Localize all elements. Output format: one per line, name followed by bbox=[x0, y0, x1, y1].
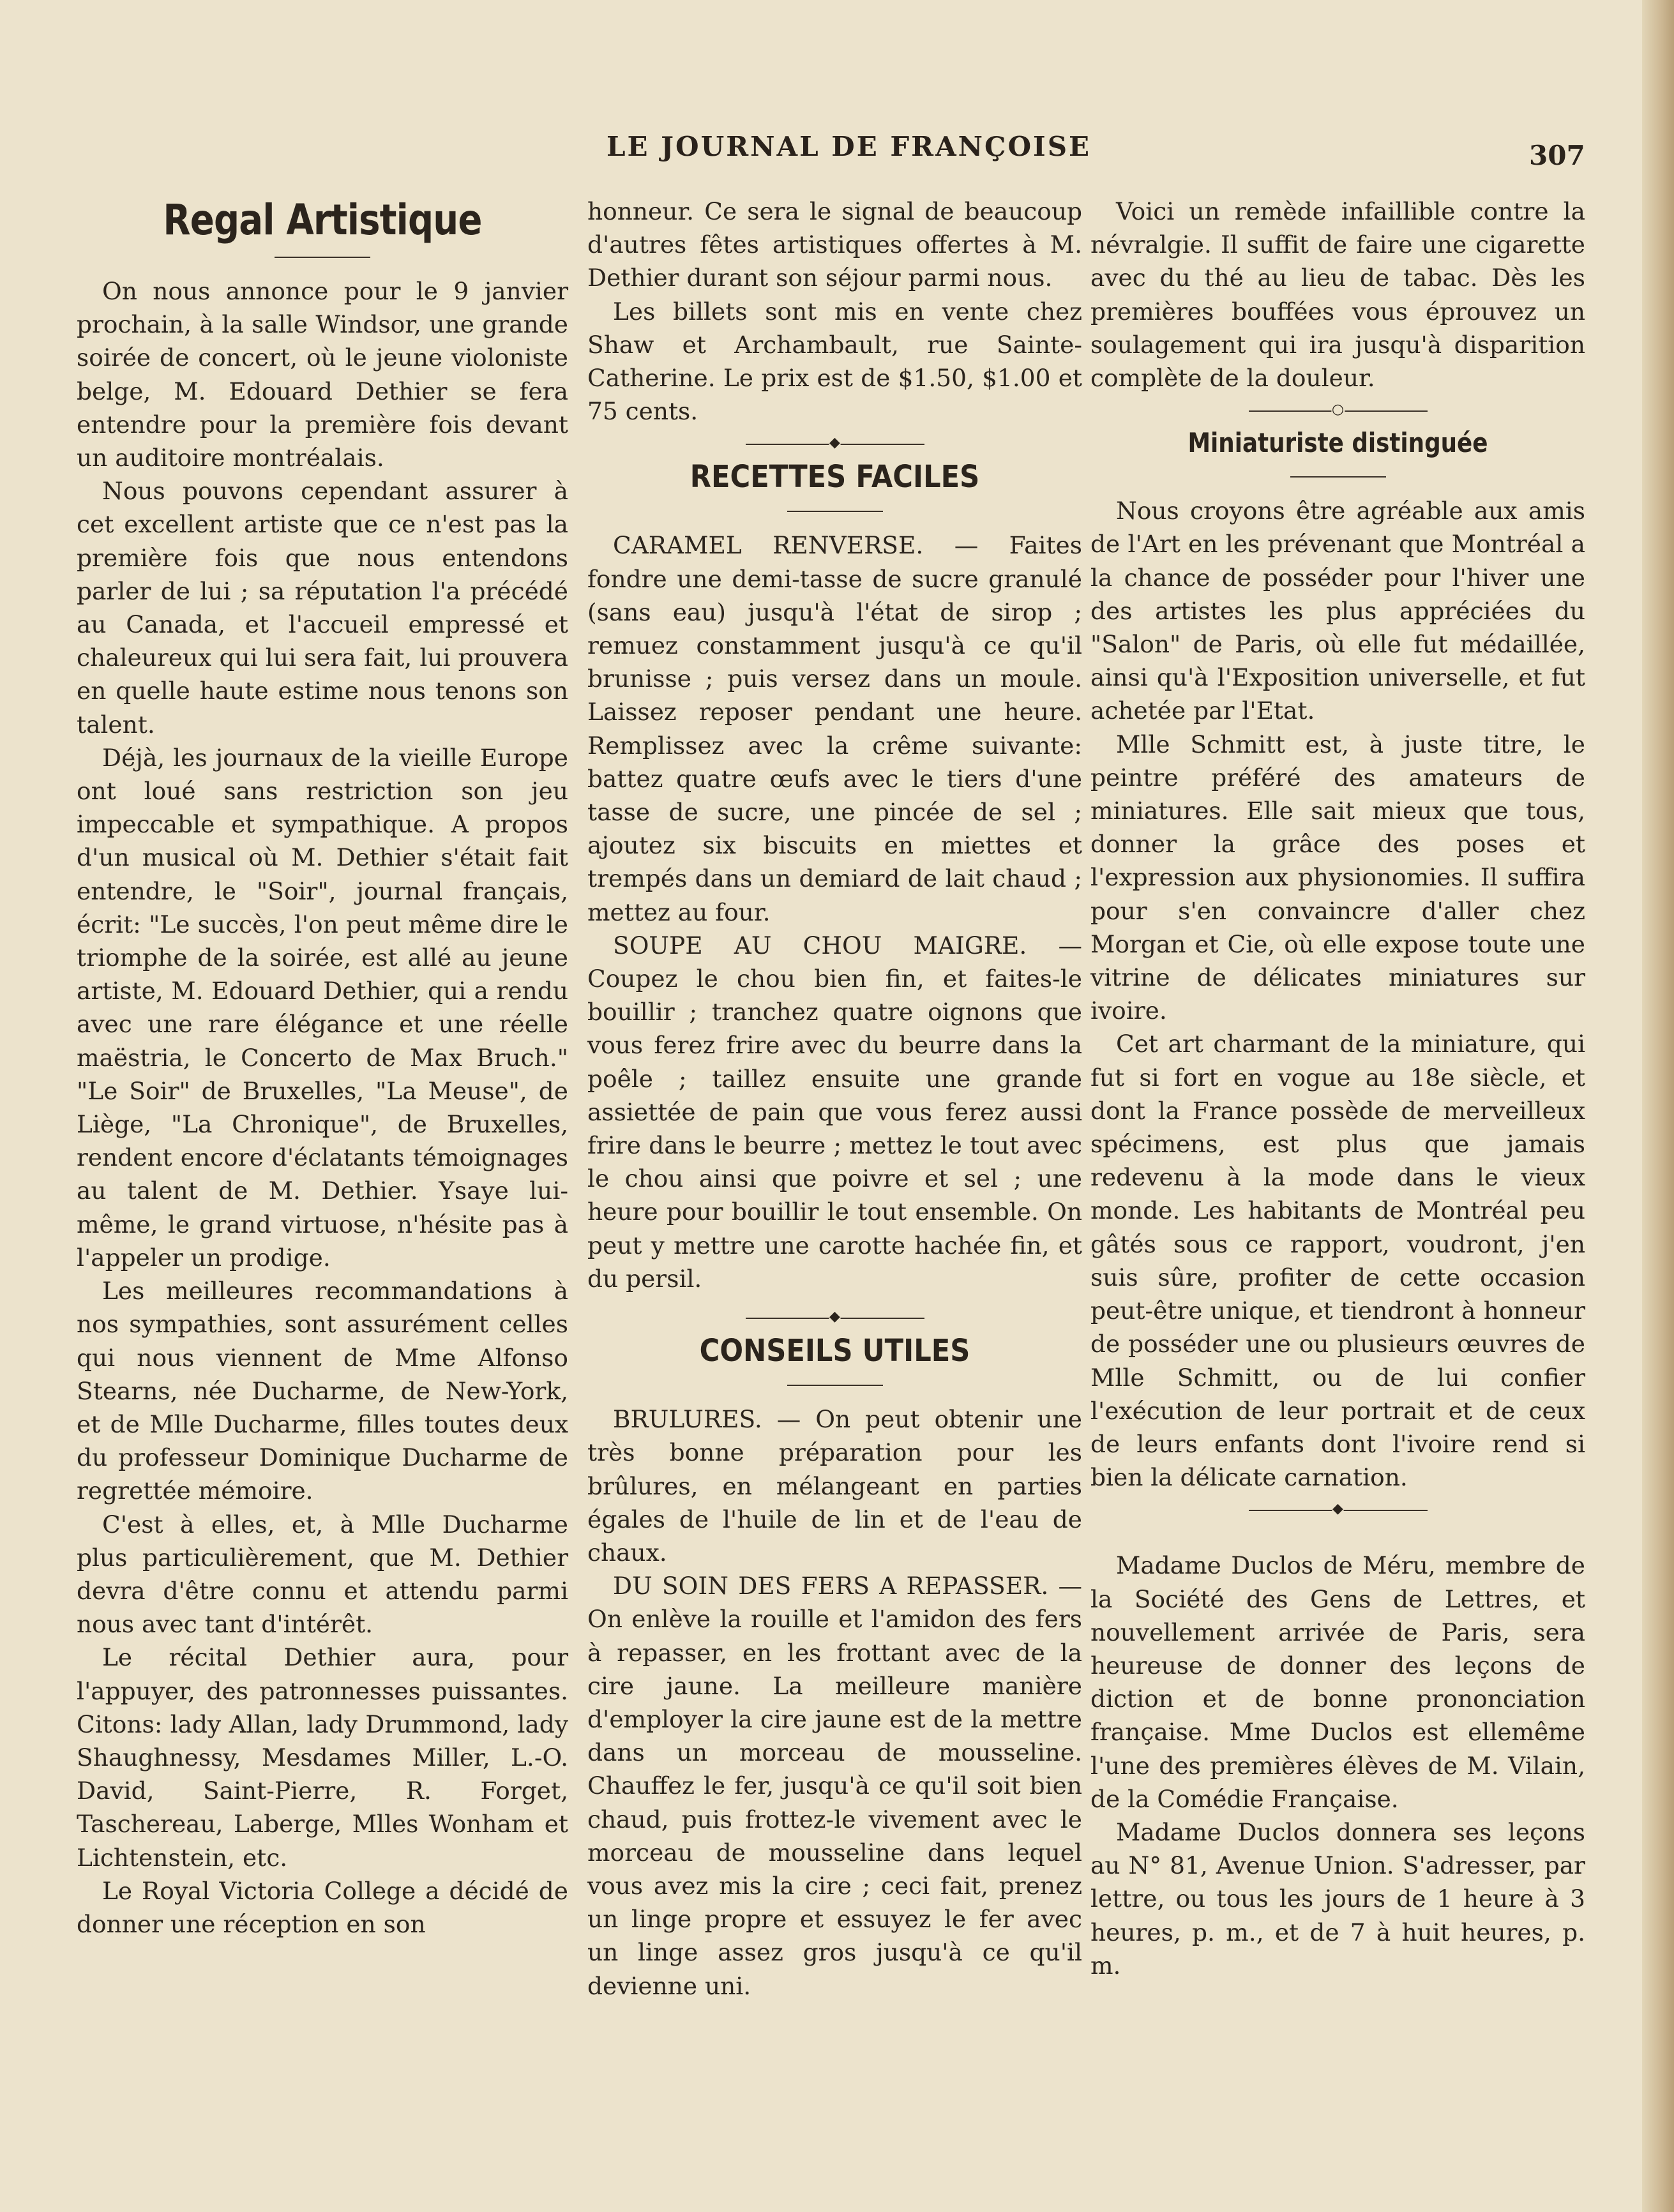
section-title-recettes: RECETTES FACILES bbox=[690, 459, 980, 495]
section-title-conseils: CONSEILS UTILES bbox=[699, 1333, 970, 1369]
paragraph: C'est à elles, et, à Mlle Ducharme plus particulièrement, que M. Dethier devra d'être connu et attendu parmi nous avec tant d'intérêt. bbox=[77, 1510, 568, 1639]
title-rule bbox=[787, 1385, 883, 1386]
recipe-paragraph: SOUPE AU CHOU MAIGRE. — Coupez le chou bien fin, et faites-le bouillir ; tranchez quatre oignons que vous ferez frire avec du beurre dans la poêle ; taillez ensuite une grande assiettée de pain que vous ferez aussi frire dans le beurre ; mettez le tout avec le chou ainsi que poivre et sel ; une heure pour bouillir le tout ensemble. On peut y mettre une carotte hachée fin, et du persil. bbox=[587, 931, 1082, 1293]
section-divider bbox=[1249, 402, 1428, 418]
paragraph: Nous pouvons cependant assurer à cet excellent artiste que ce n'est pas la première fois que nous entendons parler de lui ; sa réputation l'a précédé au Canada, et l'accueil empressé et chaleureux qui lui sera fait, lui prouvera en quelle haute estime nous tenons son talent. bbox=[77, 477, 568, 739]
diamond-ornament-icon: ◆ bbox=[1332, 1501, 1343, 1517]
section-divider bbox=[746, 435, 924, 451]
recipe-paragraph: CARAMEL RENVERSE. — Faites fondre une demi-tasse de sucre granulé (sans eau) jusqu'à l'état de sirop ; remuez constamment jusqu'à ce qu'il brunisse ; puis versez dans un moule. Laissez reposer pendant une heure. Remplissez avec la crême suivante: battez quatre œufs avec le tiers d'une tasse de sucre, une pincée de sel ; ajoutez six biscuits en miettes et trempés dans un demiard de lait chaud ; mettez au four. bbox=[587, 531, 1082, 926]
diamond-ornament-icon: ◆ bbox=[829, 435, 840, 451]
title-rule bbox=[275, 257, 370, 258]
paragraph: Le Royal Victoria College a décidé de donner une réception en son bbox=[77, 1876, 568, 1938]
article-title-regal-artistique: Regal Artistique bbox=[163, 195, 482, 245]
paragraph: Madame Duclos de Méru, membre de la Société des Gens de Lettres, et nouvellement arrivée de Paris, sera heureuse de donner des leçons de diction et de bonne prononciation française. Mme Duclos est ellemême l'une des premières élèves de M. Vilain, de la Comédie Française. bbox=[1090, 1551, 1585, 1813]
paragraph: Nous croyons être agréable aux amis de l'Art en les prévenant que Montréal a la chance de posséder pour l'hiver une des artistes les plus appréciées du "Salon" de Paris, où elle fut médaillée, ainsi qu'à l'Exposition universelle, et fut achetée par l'Etat. bbox=[1090, 497, 1585, 725]
paragraph: Madame Duclos donnera ses leçons au N° 81, Avenue Union. S'adresser, par lettre, ou tous les jours de 1 heure à 3 heures, p. m., et de 7 à huit heures, p. m. bbox=[1090, 1817, 1585, 1980]
paragraph-continued: honneur. Ce sera le signal de beaucoup d'autres fêtes artistiques offertes à M. Dethier durant son séjour parmi nous. bbox=[587, 197, 1082, 292]
title-rule bbox=[787, 511, 883, 512]
paragraph: Voici un remède infaillible contre la névralgie. Il suffit de faire une cigarette avec du thé au lieu de tabac. Dès les premières bouffées vous éprouvez un soulagement qui ira jusqu'à disparition complète de la douleur. bbox=[1090, 197, 1585, 393]
page-header bbox=[0, 131, 1674, 169]
diamond-ornament-icon: ◆ bbox=[829, 1309, 840, 1325]
paragraph: Mlle Schmitt est, à juste titre, le peintre préféré des amateurs de miniatures. Elle sait mieux que tous, donner la grâce des poses et l'expression aux physionomies. Il suffira pour s'en convaincre d'aller chez Morgan et Cie, où elle expose toute une vitrine de délicates miniatures sur ivoire. bbox=[1090, 730, 1585, 1025]
column-1 bbox=[77, 195, 568, 1941]
paragraph: Les meilleures recommandations à nos sympathies, sont assurément celles qui nous viennent de Mme Alfonso Stearns, née Ducharme, de New-York, et de Mlle Ducharme, filles toutes deux du professeur Dominique Ducharme de regrettée mémoire. bbox=[77, 1277, 568, 1505]
page-number: 307 bbox=[1529, 140, 1585, 171]
running-title: LE JOURNAL DE FRANÇOISE bbox=[607, 131, 1092, 162]
advice-paragraph: BRULURES. — On peut obtenir une très bonne préparation pour les brûlures, en mélangeant en parties égales de l'huile de lin et de l'eau de chaux. bbox=[587, 1405, 1082, 1567]
column-3 bbox=[1090, 195, 1585, 1982]
page-edge-shadow bbox=[1642, 0, 1674, 2212]
section-divider bbox=[1249, 1501, 1428, 1517]
article-title-miniaturiste: Miniaturiste distinguée bbox=[1188, 427, 1488, 459]
paragraph: On nous annonce pour le 9 janvier prochain, à la salle Windsor, une grande soirée de concert, où le jeune violoniste belge, M. Edouard Dethier se fera entendre pour la première fois devant un auditoire montréalais. bbox=[77, 277, 568, 472]
column-2 bbox=[587, 195, 1082, 2003]
section-divider bbox=[746, 1309, 924, 1325]
advice-paragraph: DU SOIN DES FERS A REPASSER. — On enlève la rouille et l'amidon des fers à repasser, en les frottant avec de la cire jaune. La meilleure manière d'employer la cire jaune est de la mettre dans un morceau de mousseline. Chauffez le fer, jusqu'à ce qu'il soit bien chaud, puis frottez-le vivement avec le morceau de mousseline dans lequel vous avez mis la cire ; ceci fait, prenez un linge propre et essuyez le fer avec un linge assez gros jusqu'à ce qu'il devienne uni. bbox=[587, 1572, 1082, 2000]
paragraph: Cet art charmant de la miniature, qui fut si fort en vogue au 18e siècle, et dont la France possède de merveilleux spécimens, est plus que jamais redevenu à la mode dans le vieux monde. Les habitants de Montréal peu gâtés sous ce rapport, voudront, j'en suis sûre, profiter de cette occasion peut-être unique, et tiendront à honneur de posséder une ou plusieurs œuvres de Mlle Schmitt, ou de lui confier l'exécution de leur portrait et de ceux de leurs enfants dont l'ivoire rend si bien la délicate carnation. bbox=[1090, 1030, 1585, 1492]
paragraph: Le récital Dethier aura, pour l'appuyer, des patronnesses puissantes. Citons: lady Allan, lady Drummond, lady Shaughnessy, Mesdames Miller, L.-O. David, Saint-Pierre, R. Forget, Taschereau, Laberge, Mlles Wonham et Lichtenstein, etc. bbox=[77, 1643, 568, 1872]
paragraph: Les billets sont mis en vente chez Shaw et Archambault, rue Sainte-Catherine. Le prix est de $1.50, $1.00 et 75 cents. bbox=[587, 297, 1082, 426]
title-rule bbox=[1290, 476, 1386, 478]
paragraph: Déjà, les journaux de la vieille Europe ont loué sans restriction son jeu impeccable et sympathique. A propos d'un musical où M. Dethier s'était fait entendre, le "Soir", journal français, écrit: "Le succès, l'on peut même dire le triomphe de la soirée, est allé au jeune artiste, M. Edouard Dethier, qui a rendu avec une rare élégance et une réelle maëstria, le Concerto de Max Bruch." "Le Soir" de Bruxelles, "La Meuse", de Liège, "La Chronique", de Bruxelles, rendent encore d'éclatants témoignages au talent de M. Dethier. Ysaye lui-même, le grand virtuose, n'hésite pas à l'appeler un prodige. bbox=[77, 743, 568, 1272]
circle-ornament-icon: ○ bbox=[1331, 402, 1345, 418]
